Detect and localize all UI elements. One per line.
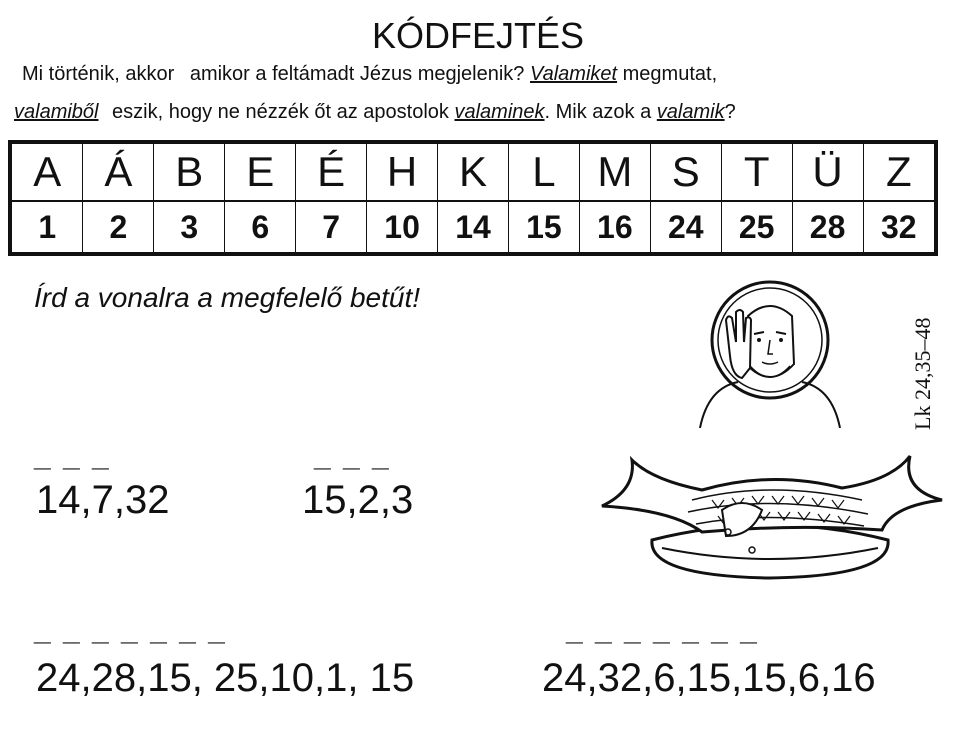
cipher-letter: S bbox=[650, 144, 721, 201]
code-numbers: 15,2,3 bbox=[302, 478, 414, 522]
cipher-number: 32 bbox=[863, 201, 934, 252]
cipher-table bbox=[8, 140, 938, 256]
page-title: KÓDFEJTÉS bbox=[371, 15, 585, 56]
cipher-letter: Z bbox=[863, 144, 934, 201]
bible-reference bbox=[890, 280, 950, 440]
code-numbers: 24,28,15, 25,10,1, 15 bbox=[36, 656, 415, 700]
question-part: Mi történik, akkor bbox=[22, 63, 175, 85]
question-part: amikor a feltámadt Jézus megjelenik? bbox=[189, 63, 525, 85]
question-line-1 bbox=[22, 62, 717, 86]
question-part: . Mik azok a bbox=[544, 101, 652, 123]
cipher-letter: L bbox=[508, 144, 579, 201]
cipher-letters-row bbox=[12, 144, 934, 201]
cipher-number: 28 bbox=[792, 201, 863, 252]
code-numbers: 14,7,32 bbox=[36, 478, 170, 522]
cipher-number: 10 bbox=[367, 201, 438, 252]
cipher-number: 14 bbox=[438, 201, 509, 252]
cipher-number: 2 bbox=[83, 201, 154, 252]
question-line-2 bbox=[14, 100, 736, 124]
underlined-word: valamiből bbox=[14, 101, 99, 123]
cipher-letter: A bbox=[12, 144, 83, 201]
code-numbers: 24,32,6,15,15,6,16 bbox=[542, 656, 876, 700]
underlined-word: Valamiket bbox=[530, 63, 618, 85]
cipher-letter: Á bbox=[83, 144, 154, 201]
underlined-word: valamik bbox=[656, 101, 725, 123]
cipher-number: 1 bbox=[38, 208, 57, 245]
cipher-number: 16 bbox=[579, 201, 650, 252]
answer-blanks[interactable]: _ _ _ _ _ _ _ bbox=[566, 614, 759, 647]
reference-text: Lk 24,35–48 bbox=[910, 317, 935, 430]
cipher-letter: É bbox=[296, 144, 367, 201]
cipher-letter: K bbox=[438, 144, 509, 201]
underlined-word: valaminek bbox=[454, 101, 545, 123]
question-part: ? bbox=[724, 101, 736, 123]
answer-blanks[interactable]: _ _ _ _ _ _ _ bbox=[34, 614, 227, 647]
cipher-number: 6 bbox=[225, 201, 296, 252]
cipher-number: 3 bbox=[154, 201, 225, 252]
cipher-letter: E bbox=[225, 144, 296, 201]
question-part: megmutat, bbox=[622, 63, 718, 85]
question-part: eszik, hogy ne nézzék őt az apostolok bbox=[112, 101, 449, 123]
cipher-number: 7 bbox=[296, 201, 367, 252]
cipher-letter: T bbox=[721, 144, 792, 201]
fish-basket-illustration bbox=[592, 440, 950, 580]
cipher-letter: M bbox=[579, 144, 650, 201]
cipher-numbers-row bbox=[12, 201, 934, 252]
cipher-letter: H bbox=[367, 144, 438, 201]
cipher-letter: Ü bbox=[792, 144, 863, 201]
answer-blanks[interactable]: _ _ _ bbox=[34, 440, 111, 473]
instruction-text: Írd a vonalra a megfelelő betűt! bbox=[34, 282, 421, 313]
cipher-number: 24 bbox=[650, 201, 721, 252]
answer-blanks[interactable]: _ _ _ bbox=[314, 440, 391, 473]
jesus-illustration bbox=[690, 278, 850, 428]
cipher-number: 25 bbox=[721, 201, 792, 252]
cipher-number: 15 bbox=[508, 201, 579, 252]
cipher-letter: B bbox=[154, 144, 225, 201]
